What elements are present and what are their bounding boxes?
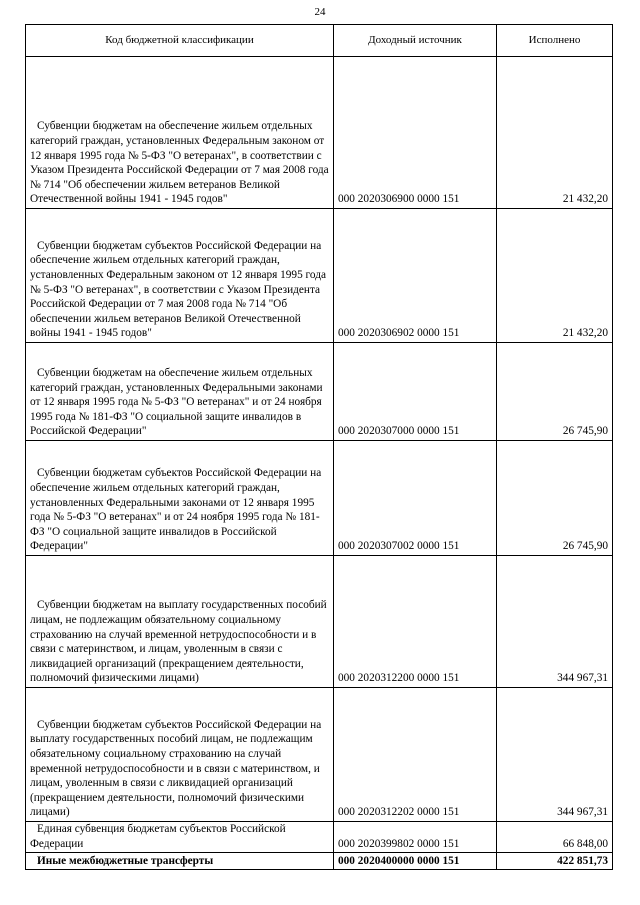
row-name-text: Субвенции бюджетам на обеспечение жильем отдельных категорий граждан, установленных Федеральным законом от 12 января 1995 года № 5-ФЗ "О ветеранах", в соответствии с Указом Президента Российской Федерации от 7 мая 2008 года № 714 "Об обеспечении жильем ветеранов Великой Отечественной войны 1941 - 1945 годов" [30, 120, 329, 206]
row-name [26, 57, 334, 209]
row-amount: 26 745,90 [497, 343, 613, 441]
row-name-text: Субвенции бюджетам субъектов Российской Федерации на обеспечение жильем отдельных категорий граждан, установленных Федеральными законами от 12 января 1995 года № 5-ФЗ "О ветеранах" и от 24 ноября 1995 года № 181-ФЗ "О социальной защите инвалидов в Российской Федерации" [30, 467, 322, 553]
row-name-text: Субвенции бюджетам субъектов Российской Федерации на выплату государственных пособий лицам, не подлежащим обязательному социальному страхованию на случай временной нетрудоспособности и в связи с материнством, и лицам, уволенным в связи с ликвидацией организаций (прекращением деятельности, полномочий физическими лицами) [30, 718, 322, 819]
row-amount: 66 848,00 [497, 822, 613, 853]
header-income-source: Доходный источник [334, 25, 497, 57]
table-row [26, 57, 613, 209]
row-code: 000 2020307002 0000 151 [334, 441, 497, 556]
budget-table [25, 24, 613, 870]
row-code: 000 2020399802 0000 151 [334, 822, 497, 853]
row-code: 000 2020306902 0000 151 [334, 209, 497, 343]
row-name [26, 343, 334, 441]
page-number: 24 [314, 6, 326, 18]
row-name-text: Единая субвенция бюджетам субъектов Российской Федерации [30, 823, 286, 850]
row-name [26, 209, 334, 343]
row-code: 000 2020307000 0000 151 [334, 343, 497, 441]
table-row [26, 343, 613, 441]
total-name-text: Иные межбюджетные трансферты [37, 854, 214, 867]
row-amount: 21 432,20 [497, 57, 613, 209]
table-row [26, 688, 613, 822]
table-row [26, 822, 613, 853]
total-code: 000 2020400000 0000 151 [334, 853, 497, 870]
row-code: 000 2020312200 0000 151 [334, 556, 497, 688]
table-row [26, 556, 613, 688]
row-code: 000 2020306900 0000 151 [334, 57, 497, 209]
row-name-text: Субвенции бюджетам субъектов Российской Федерации на обеспечение жильем отдельных категорий граждан, установленных Федеральным законом от 12 января 1995 года № 5-ФЗ "О ветеранах", в соответствии с Указом Президента Российской Федерации от 7 мая 2008 года № 714 "Об обеспечении жильем ветеранов Великой Отечественной войны 1941 - 1945 годов" [30, 239, 326, 340]
table-header-row [26, 25, 613, 57]
row-name-text: Субвенции бюджетам на выплату государственных пособий лицам, не подлежащим обязательному социальному страхованию на случай временной нетрудоспособности и в связи с материнством, и лицам, уволенным в связи с ликвидацией организаций (прекращением деятельности, полномочий физическими лицами) [30, 599, 327, 685]
header-executed: Исполнено [497, 25, 613, 57]
row-amount: 21 432,20 [497, 209, 613, 343]
row-name [26, 441, 334, 556]
row-code: 000 2020312202 0000 151 [334, 688, 497, 822]
row-name [26, 688, 334, 822]
row-name [26, 556, 334, 688]
row-name-text: Субвенции бюджетам на обеспечение жильем отдельных категорий граждан, установленных Федеральными законами от 12 января 1995 года № 5-ФЗ "О ветеранах" и от 24 ноября 1995 года № 181-ФЗ "О социальной защите инвалидов в Российской Федерации" [30, 367, 323, 438]
total-name [26, 853, 334, 870]
total-row [26, 853, 613, 870]
row-name [26, 822, 334, 853]
table-row [26, 441, 613, 556]
row-amount: 26 745,90 [497, 441, 613, 556]
row-amount: 344 967,31 [497, 688, 613, 822]
table-row [26, 209, 613, 343]
total-amount: 422 851,73 [497, 853, 613, 870]
row-amount: 344 967,31 [497, 556, 613, 688]
header-classification: Код бюджетной классификации [26, 25, 334, 57]
